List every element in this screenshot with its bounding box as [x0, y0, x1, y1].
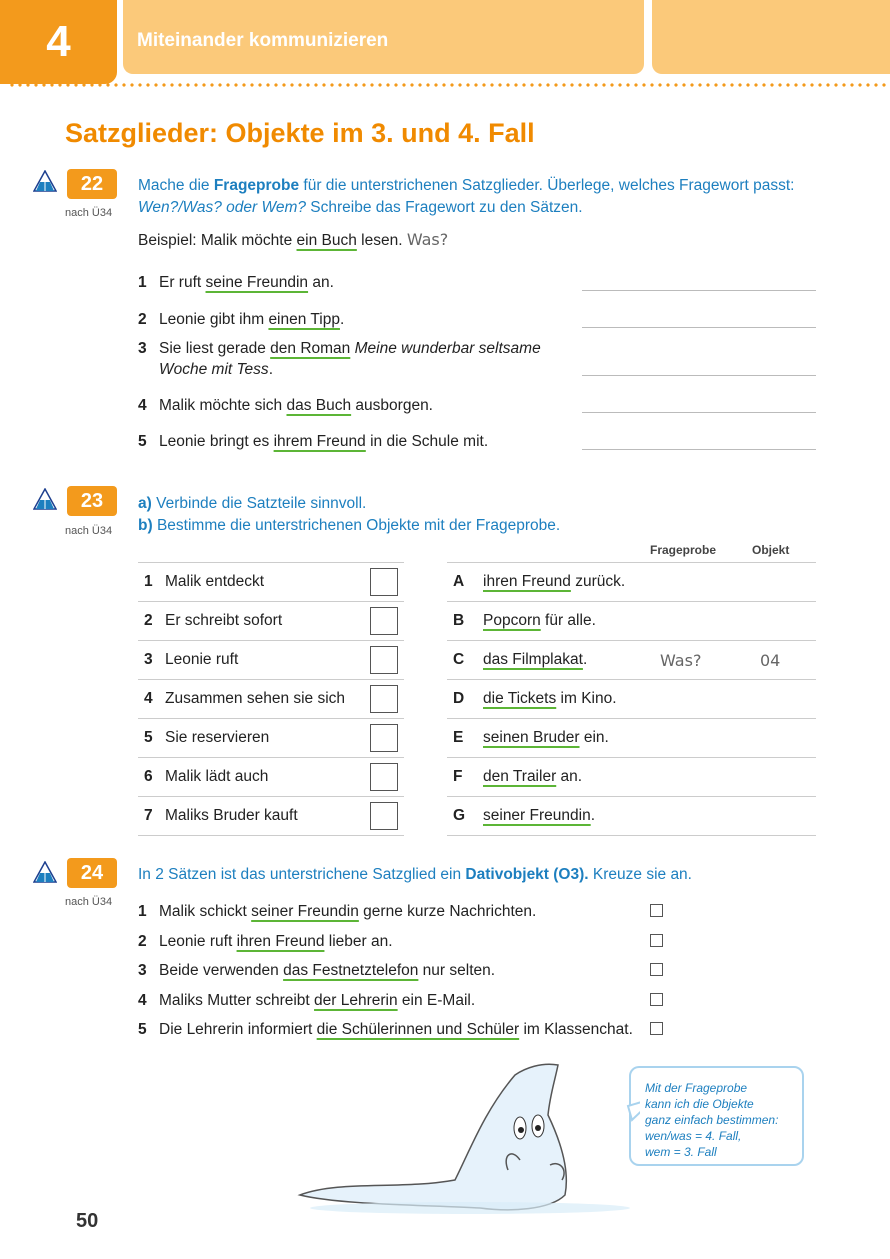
sentence-start: Er schreibt sofort — [165, 612, 283, 629]
list-item: 5 Die Lehrerin informiert die Schülerinnen und Schüler im Klassenchat. — [138, 1020, 678, 1050]
list-item: 1 Er ruft seine Freundin an. — [138, 274, 334, 291]
match-box[interactable] — [370, 724, 398, 752]
sentence-end: zurück. — [570, 573, 626, 590]
table-row — [447, 640, 816, 679]
checkbox[interactable] — [650, 1022, 663, 1035]
list-item: 4 Malik möchte sich das Buch ausborgen. — [138, 397, 433, 414]
underlined-object: seiner Freundin — [483, 807, 591, 824]
underlined-object: seinen Bruder — [483, 729, 580, 746]
sentence-start: Malik entdeckt — [165, 573, 265, 590]
list-item: 4 Maliks Mutter schreibt der Lehrerin ein E-Mail. — [138, 991, 678, 1021]
pyramid-level-icon — [33, 170, 57, 192]
exercise-instruction: Mache die Frageprobe für die unterstrichenen Satzglieder. Überlege, welches Fragewort passt: Wen?/Was? oder Wem? Schreibe das Fragewort zu den Sätzen. — [138, 177, 795, 216]
row-letter: A — [453, 573, 465, 590]
table-row — [138, 796, 404, 835]
row-number: 6 — [144, 768, 153, 785]
sentence-start: Maliks Bruder kauft — [165, 807, 298, 824]
bubble-line: kann ich die Objekte — [645, 1097, 754, 1111]
checkbox[interactable] — [650, 934, 663, 947]
speech-bubble — [629, 1066, 804, 1166]
mascot-figure — [280, 1040, 640, 1220]
checkbox-list — [138, 902, 678, 1050]
sentence-start: Malik lädt auch — [165, 768, 269, 785]
row-number: 1 — [144, 573, 153, 590]
answer-line[interactable] — [582, 290, 816, 291]
underlined-object: das Filmplakat — [483, 651, 583, 668]
table-row — [447, 679, 816, 718]
sentence-end: für alle. — [540, 612, 596, 629]
bubble-line: wen/was = 4. Fall, — [645, 1129, 742, 1143]
frageprobe-answer[interactable]: Was? — [660, 650, 702, 670]
match-box[interactable] — [370, 646, 398, 674]
match-box[interactable] — [370, 685, 398, 713]
row-number: 5 — [144, 729, 153, 746]
list-item: 2 Leonie gibt ihm einen Tipp. — [138, 311, 345, 328]
right-column — [447, 562, 816, 836]
bubble-line: Mit der Frageprobe — [645, 1081, 748, 1095]
header-bar-right — [652, 0, 890, 74]
exercise-reference: nach Ü34 — [65, 207, 113, 219]
handwritten-answer: Was? — [406, 230, 449, 249]
row-letter: D — [453, 690, 465, 707]
table-row — [138, 601, 404, 640]
list-item: 3 Beide verwenden das Festnetztelefon nur selten. — [138, 961, 678, 991]
sentence-end: im Kino. — [556, 690, 617, 707]
row-number: 3 — [144, 651, 153, 668]
left-column — [138, 562, 404, 836]
page-title: Satzglieder: Objekte im 3. und 4. Fall — [65, 118, 535, 148]
column-header-frageprobe: Frageprobe — [650, 543, 717, 557]
sentence-end: an. — [556, 768, 583, 785]
underlined-object: ihren Freund — [483, 573, 571, 590]
table-row — [138, 718, 404, 757]
row-letter: B — [453, 612, 465, 629]
row-number: 4 — [144, 690, 153, 707]
table-row — [138, 679, 404, 718]
objekt-answer[interactable]: 04 — [760, 650, 781, 670]
pyramid-level-icon — [33, 488, 57, 510]
checkbox[interactable] — [650, 963, 663, 976]
page-number: 50 — [76, 1210, 99, 1232]
bubble-line: ganz einfach bestimmen: — [645, 1113, 779, 1127]
table-row — [447, 601, 816, 640]
underlined-object: Popcorn — [483, 612, 541, 629]
sentence-start: Leonie ruft — [165, 651, 239, 668]
exercise-reference: nach Ü34 — [65, 525, 113, 537]
example-sentence: Beispiel: Malik möchte ein Buch lesen. Was? — [138, 230, 449, 249]
list-item: 2 Leonie ruft ihren Freund lieber an. — [138, 932, 678, 962]
list-item: 3 Sie liest gerade den Roman Meine wunderbar seltsame Woche mit Tess. — [138, 340, 541, 378]
answer-line[interactable] — [582, 412, 816, 413]
list-item: 1 Malik schickt seiner Freundin gerne kurze Nachrichten. — [138, 902, 678, 932]
pyramid-level-icon — [33, 861, 57, 883]
sentence-end: . — [582, 651, 588, 668]
row-number: 7 — [144, 807, 153, 824]
table-row — [447, 562, 816, 601]
match-box[interactable] — [370, 607, 398, 635]
answer-line[interactable] — [582, 375, 816, 376]
answer-line[interactable] — [582, 327, 816, 328]
exercise-number-23: 23 — [67, 486, 117, 516]
match-box[interactable] — [370, 802, 398, 830]
exercise-reference: nach Ü34 — [65, 896, 113, 908]
sentence-start: Zusammen sehen sie sich — [165, 690, 346, 707]
row-number: 2 — [144, 612, 153, 629]
exercise-number-24: 24 — [67, 858, 117, 888]
sentence-end: ein. — [579, 729, 609, 746]
chapter-title: Miteinander kommunizieren — [137, 30, 389, 51]
row-letter: F — [453, 768, 463, 785]
table-row — [138, 757, 404, 796]
row-letter: E — [453, 729, 464, 746]
exercise-instruction: In 2 Sätzen ist das unterstrichene Satzglied ein Dativobjekt (O3). Kreuze sie an. — [138, 866, 692, 883]
table-row — [447, 757, 816, 796]
sentence-start: Sie reservieren — [165, 729, 270, 746]
table-row — [447, 796, 816, 835]
underlined-object: den Trailer — [483, 768, 557, 785]
checkbox[interactable] — [650, 904, 663, 917]
table-bottom-rule — [447, 835, 816, 836]
chapter-number: 4 — [0, 0, 117, 84]
table-bottom-rule — [138, 835, 404, 836]
column-header-objekt: Objekt — [752, 543, 790, 557]
dotted-divider — [8, 82, 890, 88]
row-letter: G — [453, 807, 466, 824]
row-letter: C — [453, 651, 465, 668]
exercise-instruction: a) Verbinde die Satzteile sinnvoll. b) Bestimme die unterstrichenen Objekte mit der Frageprobe. — [138, 495, 561, 534]
table-row — [138, 562, 404, 601]
checkbox[interactable] — [650, 993, 663, 1006]
match-box[interactable] — [370, 568, 398, 596]
exercise-number-22: 22 — [67, 169, 117, 199]
table-row — [138, 640, 404, 679]
answer-line[interactable] — [582, 449, 816, 450]
table-row — [447, 718, 816, 757]
underlined-object: die Tickets — [483, 690, 557, 707]
sentence-end: . — [590, 807, 596, 824]
bubble-line: wem = 3. Fall — [645, 1145, 717, 1159]
match-box[interactable] — [370, 763, 398, 791]
list-item: 5 Leonie bringt es ihrem Freund in die Schule mit. — [138, 433, 489, 450]
